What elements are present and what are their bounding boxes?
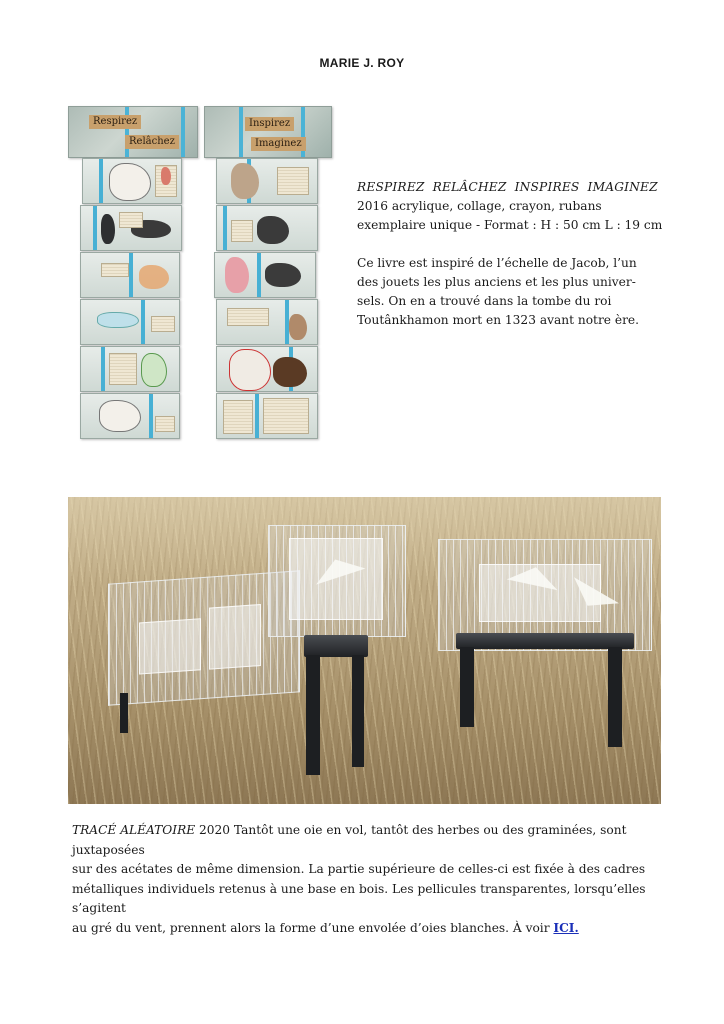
rooster-image bbox=[229, 349, 271, 391]
pedestal-leg bbox=[352, 655, 364, 767]
book-page bbox=[216, 393, 318, 439]
book-page bbox=[216, 346, 318, 392]
acetate-sheet bbox=[289, 538, 383, 620]
book-page bbox=[216, 158, 318, 204]
pedestal-leg bbox=[306, 655, 320, 775]
artwork-image-book bbox=[66, 106, 338, 450]
book-page bbox=[80, 252, 180, 298]
photo-figure bbox=[101, 214, 115, 244]
description-line: métalliques individuels retenus à une base en bois. Les pellicules transparentes, lorsqu’elles s’agitent bbox=[72, 881, 646, 915]
description-line: Ce livre est inspiré de l’échelle de Jacob, l’un bbox=[357, 256, 637, 270]
ribbon bbox=[141, 300, 145, 344]
pedestal-top bbox=[304, 635, 368, 657]
artwork1-details: 2016 acrylique, collage, crayon, rubans bbox=[357, 199, 602, 213]
book-page bbox=[80, 346, 180, 392]
book-page bbox=[214, 252, 316, 298]
ribbon bbox=[99, 159, 103, 203]
artwork-photo-installation bbox=[68, 497, 661, 804]
ribbon bbox=[255, 394, 259, 438]
book-column-left bbox=[66, 106, 196, 450]
artwork2-caption bbox=[72, 821, 672, 938]
figure-drawing bbox=[99, 400, 141, 432]
ribbon bbox=[181, 107, 185, 157]
ribbon bbox=[239, 107, 243, 157]
artwork1-format: exemplaire unique - Format : H : 50 cm L : 19 cm bbox=[357, 218, 663, 232]
description-text: au gré du vent, prennent alors la forme d’une envolée d’oies blanches. À voir bbox=[72, 920, 550, 935]
text-scrap bbox=[231, 220, 253, 242]
text-scrap bbox=[109, 353, 137, 385]
text-scrap bbox=[227, 308, 269, 326]
description-line bbox=[72, 919, 672, 939]
artwork1-caption bbox=[357, 178, 677, 330]
artwork2-year: 2020 bbox=[199, 823, 231, 837]
description-text: Tantôt une oie en vol, tantôt des herbes ou des graminées, sont juxtaposées bbox=[72, 823, 627, 857]
photo-figure bbox=[257, 216, 289, 244]
description-line: sur des acétates de même dimension. La partie supérieure de celles-ci est fixée à des cadres bbox=[72, 862, 646, 876]
text-scrap bbox=[263, 398, 309, 434]
wire-cage bbox=[268, 525, 406, 637]
description-line: Toutânkhamon mort en 1323 avant notre ère. bbox=[357, 313, 639, 327]
bench-leg bbox=[608, 647, 622, 747]
artwork2-title: TRACÉ ALÉATOIRE bbox=[72, 823, 196, 837]
cover-label-inspirez: Inspirez bbox=[245, 117, 294, 131]
book-page bbox=[82, 158, 182, 204]
cover-label-respirez: Respirez bbox=[89, 115, 141, 129]
description-line bbox=[72, 821, 672, 860]
ribbon bbox=[223, 206, 227, 250]
book-page bbox=[80, 299, 180, 345]
red-figure bbox=[225, 257, 249, 293]
voir-ici-link[interactable]: ICI. bbox=[553, 920, 579, 935]
limb-drawing bbox=[97, 312, 139, 328]
hand-drawing bbox=[139, 265, 169, 289]
text-scrap bbox=[101, 263, 129, 277]
author-name: MARIE J. ROY bbox=[319, 56, 405, 70]
cover-label-relachez: Relâchez bbox=[125, 135, 179, 149]
book-page bbox=[80, 205, 182, 251]
acetate-sheet bbox=[209, 604, 261, 670]
text-scrap bbox=[151, 316, 175, 332]
photo-figure bbox=[265, 263, 301, 287]
bench-leg bbox=[460, 647, 474, 727]
ribbon bbox=[93, 206, 97, 250]
text-scrap bbox=[119, 212, 143, 228]
book-page bbox=[216, 299, 318, 345]
book-page bbox=[80, 393, 180, 439]
photo-figure bbox=[289, 314, 307, 340]
artwork1-title: RESPIREZ RELÂCHEZ INSPIRES IMAGINEZ bbox=[357, 180, 658, 194]
photo-figure bbox=[231, 163, 259, 199]
cover-label-imaginez: Imaginez bbox=[251, 137, 306, 151]
book-cover-left bbox=[68, 106, 198, 158]
figure-drawing bbox=[109, 163, 151, 201]
red-figure bbox=[161, 167, 171, 185]
acetate-sheet bbox=[139, 618, 201, 674]
text-scrap bbox=[277, 167, 309, 195]
book-page bbox=[216, 205, 318, 251]
description-line: sels. On en a trouvé dans la tombe du roi bbox=[357, 294, 612, 308]
rooster-image bbox=[273, 357, 307, 387]
text-scrap bbox=[223, 400, 253, 434]
ribbon bbox=[257, 253, 261, 297]
book-column-right bbox=[202, 106, 332, 450]
artwork1-description bbox=[357, 254, 677, 330]
green-figure bbox=[141, 353, 167, 387]
ribbon bbox=[149, 394, 153, 438]
text-scrap bbox=[155, 416, 175, 432]
ribbon bbox=[101, 347, 105, 391]
description-line: des jouets les plus anciens et les plus univer- bbox=[357, 275, 636, 289]
book-cover-right bbox=[204, 106, 332, 158]
bench-leg bbox=[120, 693, 128, 733]
ribbon bbox=[129, 253, 133, 297]
